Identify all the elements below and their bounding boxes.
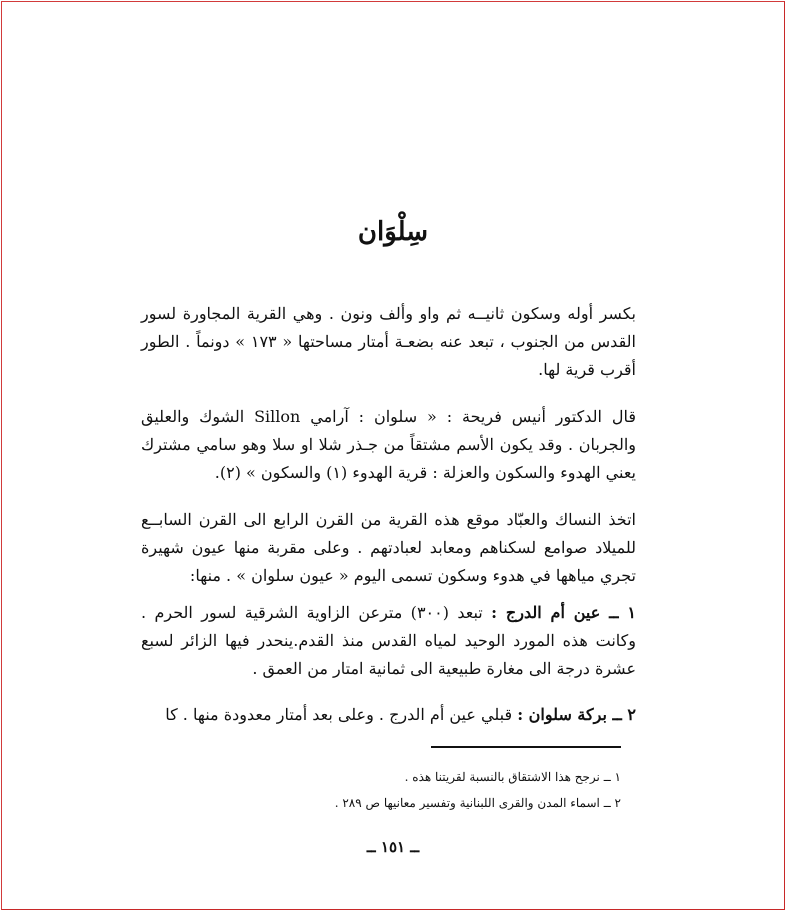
list-item-heading: ١ ــ عين أم الدرج :	[491, 603, 637, 622]
footnote-separator	[431, 746, 621, 748]
paragraph-history: اتخذ النساك والعبّاد موقع هذه القرية من القرن الرابع الى القرن السابــع للميلاد صوامع لسكناهم ومعابد لعبادتهم . وعلى مقربة منها عيون شهيرة تجري مياهها في هدوء وسكون تسمى اليوم « عيون سلوان » . منها:	[141, 510, 636, 585]
list-item-heading: ٢ ــ بركة سلوان :	[517, 705, 636, 724]
footnotes	[151, 764, 621, 816]
paragraph-etymology: قال الدكتور أنيس فريحة : « سلوان : آرامي Sillon الشوك والعليق والجربان . وقد يكون الأسم مشتقاً من جـذر شلا او سلا وهو سامي مشترك يعني الهدوء والسكون والعزلة : قرية الهدوء (١) والسكون » (٢).	[141, 407, 637, 482]
list-item-text: قبلي عين أم الدرج . وعلى بعد أمتار معدودة منها . كا	[165, 705, 518, 724]
footnote: ٢ ــ اسماء المدن والقرى اللبنانية وتفسير معانيها ص ٢٨٩ .	[334, 796, 621, 810]
footnote: ١ ــ نرجح هذا الاشتقاق بالنسبة لقريتنا هذه .	[404, 770, 621, 784]
list-item-ain-umm-al-daraj	[141, 599, 636, 683]
list-item-text: تبعد (٣٠٠) مترعن الزاوية الشرقية لسور الحرم . وكانت هذه المورد الوحيد لمياه القدس منذ القدم.ينحدر فيها الزائر لسبع عشرة درجة الى مغارة طبيعية الى ثمانية امتار من العمق .	[141, 603, 636, 678]
page-title: سِلْوَان	[357, 217, 429, 247]
page-number: ــ ١٥١ ــ	[366, 838, 420, 856]
paragraph-intro: بكسر أوله وسكون ثانيــه ثم واو وألف ونون . وهي القرية المجاورة لسور القدس من الجنوب ، تبعد عنه بضعـة أمتار مساحتها « ١٧٣ » دونماً . الطور أقرب قرية لها.	[141, 304, 636, 379]
list-item-birkat-silwan	[141, 701, 636, 729]
